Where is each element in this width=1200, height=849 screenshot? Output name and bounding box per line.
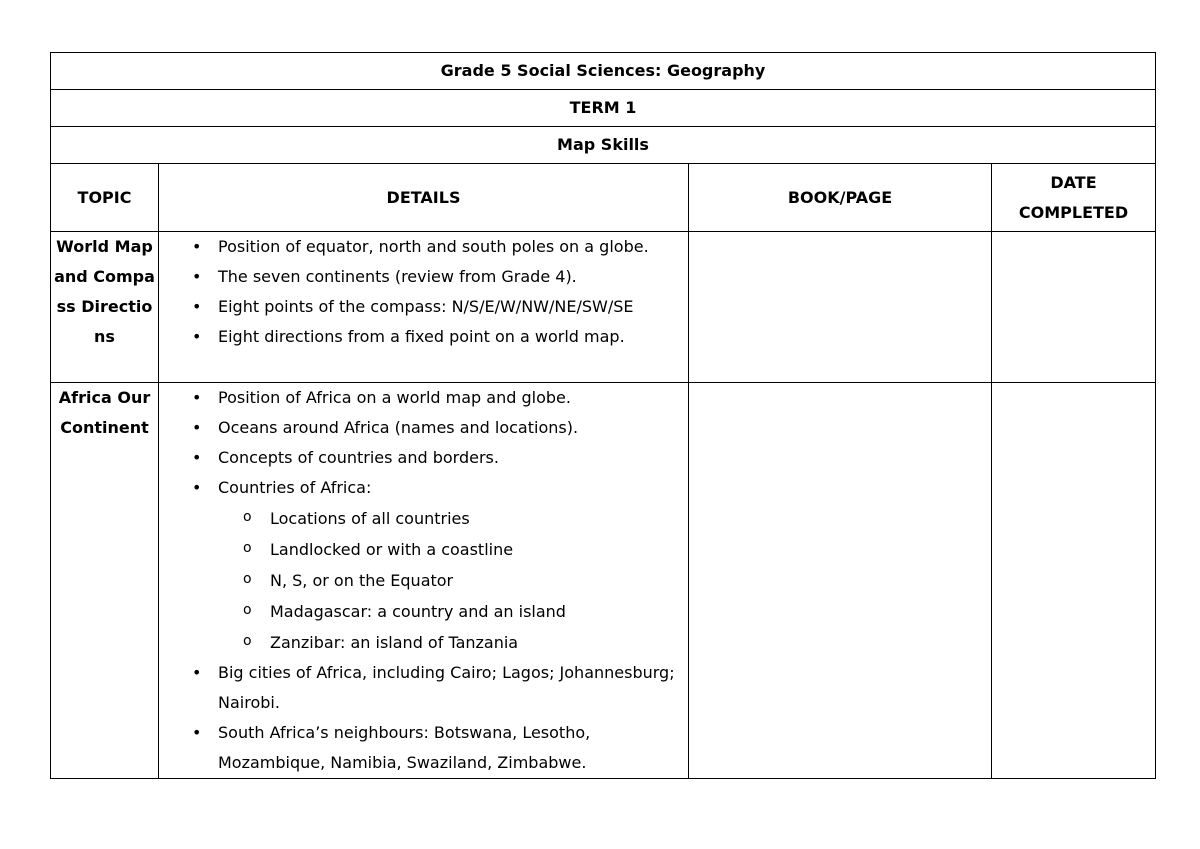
sub-list-item: o Madagascar: a country and an island xyxy=(159,596,688,627)
list-item: • Eight directions from a fixed point on a world map. xyxy=(159,322,688,352)
list-item: • South Africa’s neighbours: Botswana, Lesotho, Mozambique, Namibia, Swaziland, Zimbabwe. xyxy=(159,718,688,778)
table-row xyxy=(51,232,1156,383)
term-label: TERM 1 xyxy=(51,90,1156,127)
list-item: • Position of Africa on a world map and globe. xyxy=(159,383,688,413)
header-details: DETAILS xyxy=(159,164,689,232)
sub-list xyxy=(218,503,688,658)
table-row xyxy=(51,383,1156,779)
sub-list-item: o Zanzibar: an island of Tanzania xyxy=(159,627,688,658)
date-completed-cell[interactable] xyxy=(992,383,1156,779)
topic-cell: World Map and Compass Directions xyxy=(51,232,159,383)
sub-list-item: o Locations of all countries xyxy=(159,503,688,534)
list-item-label: Countries of Africa: xyxy=(218,478,372,497)
header-topic: TOPIC xyxy=(51,164,159,232)
book-page-cell[interactable] xyxy=(689,232,992,383)
list-item: • Eight points of the compass: N/S/E/W/NW/NE/SW/SE xyxy=(159,292,688,322)
list-item: • The seven continents (review from Grade 4). xyxy=(159,262,688,292)
details-list xyxy=(159,383,688,778)
list-item: • Position of equator, north and south poles on a globe. xyxy=(159,232,688,262)
sub-list-item: o N, S, or on the Equator xyxy=(159,565,688,596)
details-cell xyxy=(159,232,689,383)
section-title: Map Skills xyxy=(51,127,1156,164)
details-list xyxy=(159,232,688,352)
header-date-line2: COMPLETED xyxy=(1018,202,1129,222)
header-date-completed xyxy=(992,164,1156,232)
document-title: Grade 5 Social Sciences: Geography xyxy=(51,53,1156,90)
sub-list-item: o Landlocked or with a coastline xyxy=(159,534,688,565)
list-item xyxy=(159,473,688,658)
header-book-page: BOOK/PAGE xyxy=(689,164,992,232)
list-item: • Oceans around Africa (names and locations). xyxy=(159,413,688,443)
list-item: • Big cities of Africa, including Cairo; Lagos; Johannesburg; Nairobi. xyxy=(159,658,688,718)
date-completed-cell[interactable] xyxy=(992,232,1156,383)
topic-cell: Africa Our Continent xyxy=(51,383,159,779)
header-date-line1: DATE xyxy=(1050,172,1097,192)
book-page-cell[interactable] xyxy=(689,383,992,779)
curriculum-table xyxy=(50,52,1156,779)
details-cell xyxy=(159,383,689,779)
list-item: • Concepts of countries and borders. xyxy=(159,443,688,473)
header-row xyxy=(51,164,1156,232)
